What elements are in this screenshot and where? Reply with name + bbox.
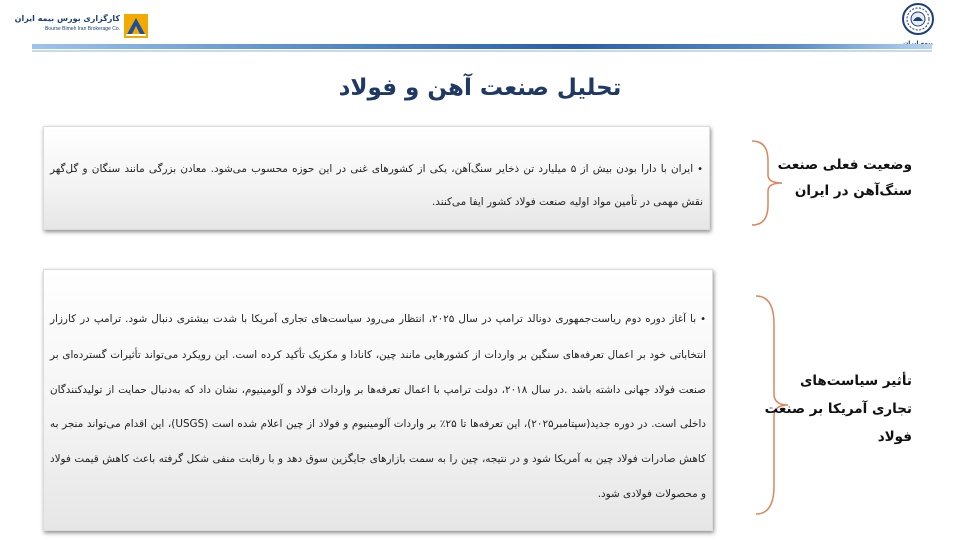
header-divider bbox=[32, 44, 932, 49]
broker-name-en: Bourse Bimeh Iran Brokerage Co. bbox=[44, 26, 120, 32]
section-1-text: ایران با دارا بودن بیش از ۵ میلیارد تن ذخایر سنگ‌آهن، یکی از کشورهای غنی در این حوزه محسوب می‌شود. معادن بزرگی مانند سنگان و گل‌گهر نقش مهمی در تأمین مواد اولیه صنعت فولاد کشور ایفا می‌کنند. bbox=[50, 163, 703, 208]
section-2-box bbox=[43, 269, 713, 531]
section-2-paragraph bbox=[50, 302, 706, 512]
section-2-heading: تأثیر سیاست‌های تجاری آمریکا بر صنعت فولاد bbox=[764, 373, 912, 445]
section-2-text: با آغاز دوره دوم ریاست‌جمهوری دونالد ترامپ در سال ۲۰۲۵، انتظار می‌رود سیاست‌های تجاری آمریکا با شدت بیشتری دنبال شود. ترامپ در کارزار انتخاباتی خود بر اعمال تعرفه‌های سنگین بر واردات از کشورهایی مانند چین، کانادا و مکزیک تأکید کرده است. این رویکرد می‌تواند تأثیرات گسترده‌ای بر صنعت فولاد جهانی داشته باشد .در سال ۲۰۱۸، دولت ترامپ با اعمال تعرفه‌ها بر واردات فولاد و آلومینیوم، نشان داد که به‌دنبال حمایت از تولیدکنندگان داخلی است. در دوره جدید(سپتامبر۲۰۲۵)، این تعرفه‌ها تا ۲۵٪ بر واردات آلومینیوم و فولاد از چین اعلام شده است (USGS)، این اقدام می‌تواند منجر به کاهش صادرات فولاد چین به آمریکا شود و در نتیجه، چین را به سمت بازارهای جایگزین سوق دهد و با رقابت منفی شکل گرفته باعث کاهش قیمت فولاد و محصولات فولادی شود. bbox=[50, 313, 706, 500]
broker-name-wrap bbox=[14, 14, 120, 32]
bullet-icon: • bbox=[700, 314, 706, 325]
section-1-box bbox=[43, 126, 710, 230]
insurance-logo bbox=[898, 2, 938, 46]
section-1-heading: وضعیت فعلی صنعت سنگ‌آهن در ایران bbox=[777, 157, 912, 199]
insurance-emblem-icon bbox=[900, 2, 936, 36]
header-divider-shadow bbox=[32, 50, 932, 52]
bullet-icon: • bbox=[697, 164, 703, 175]
broker-logo-icon bbox=[124, 14, 148, 38]
broker-name-block bbox=[14, 14, 120, 38]
section-1-paragraph bbox=[50, 153, 703, 219]
page-title: تحلیل صنعت آهن و فولاد bbox=[338, 75, 622, 101]
broker-name-fa: کارگزاری بورس بیمه ایران bbox=[14, 14, 120, 23]
broker-logo bbox=[14, 14, 148, 38]
